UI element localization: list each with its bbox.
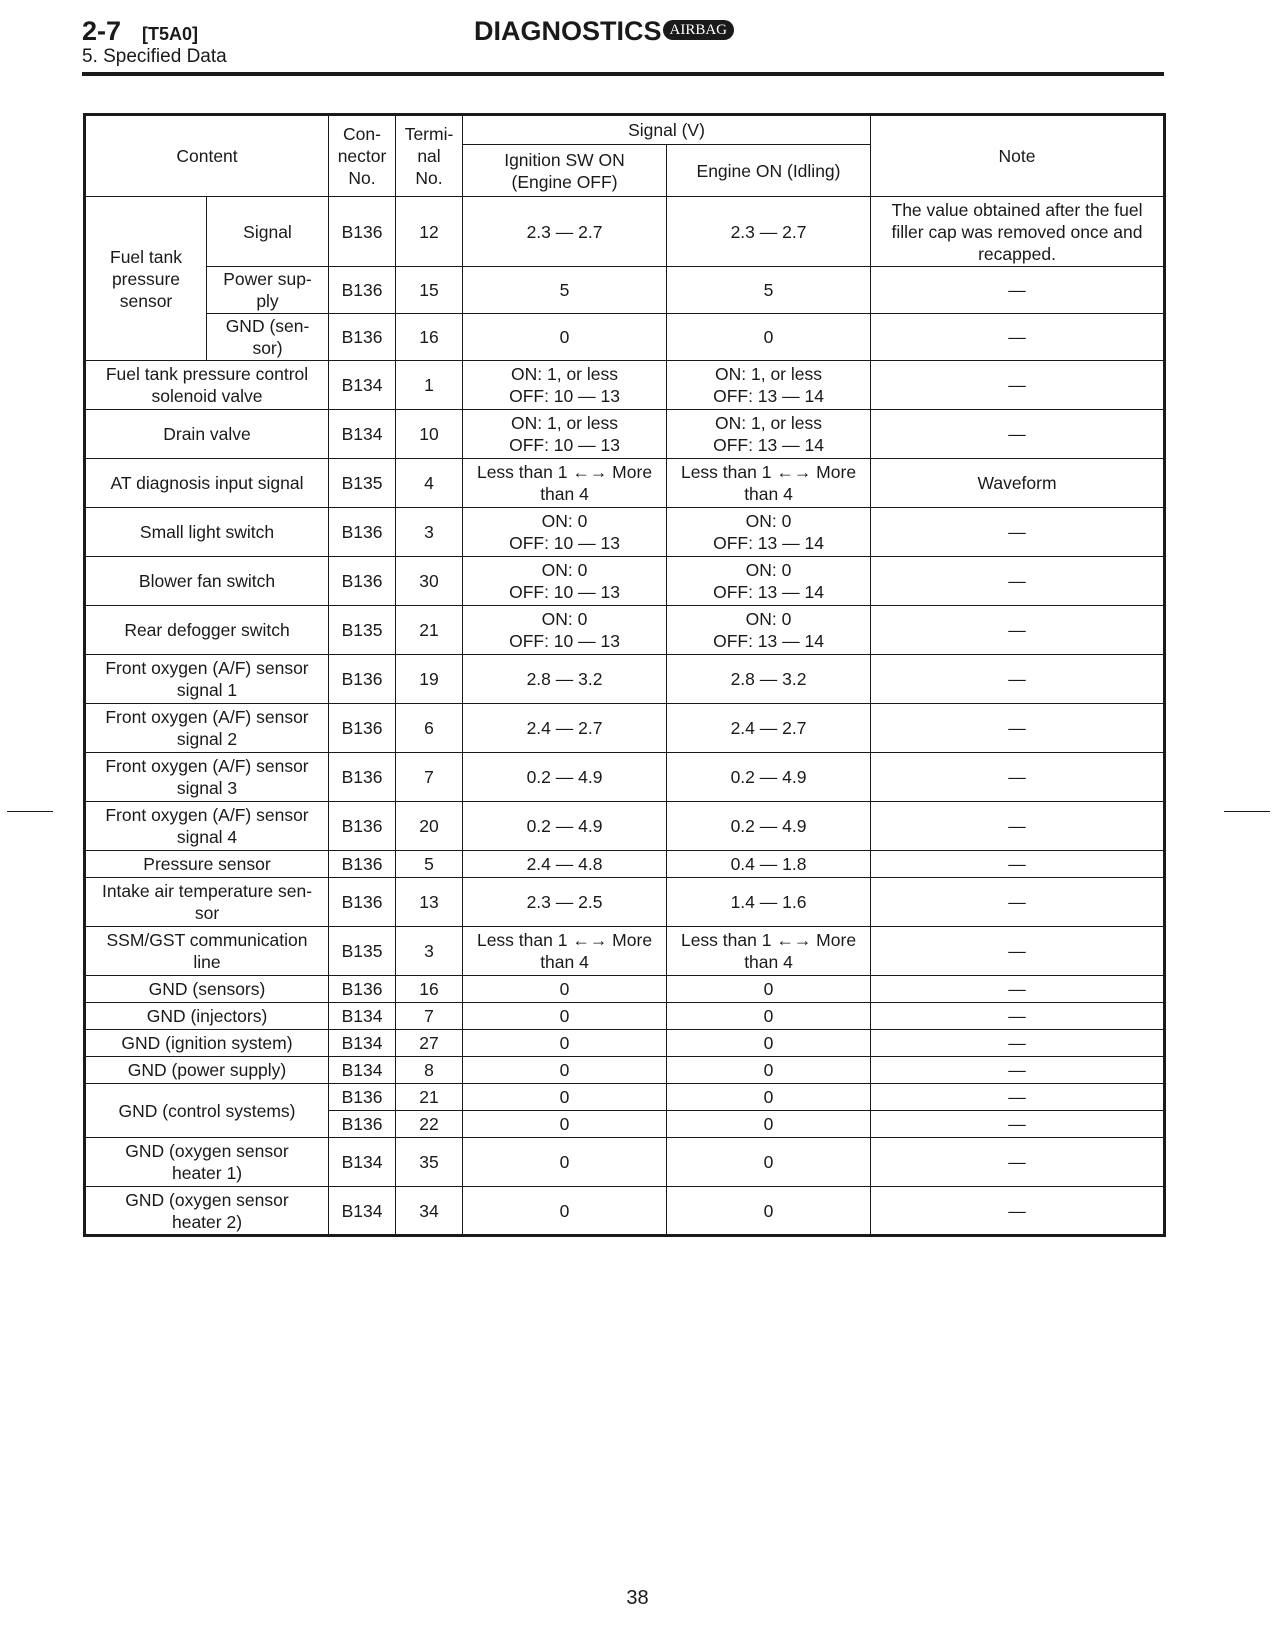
terminal-cell: 27 bbox=[396, 1030, 463, 1057]
terminal-cell: 21 bbox=[396, 606, 463, 655]
section-code: [T5A0] bbox=[142, 24, 199, 44]
ignition-signal-cell: 0 bbox=[463, 1138, 667, 1187]
content-cell: Intake air temperature sen- sor bbox=[85, 878, 329, 927]
engine-signal-cell: 0 bbox=[667, 1111, 871, 1138]
connector-cell: B136 bbox=[329, 878, 396, 927]
airbag-badge: AIRBAG bbox=[663, 20, 735, 40]
connector-cell: B136 bbox=[329, 753, 396, 802]
header-rule bbox=[82, 72, 1164, 76]
table-row bbox=[85, 459, 1165, 508]
ignition-signal-cell: 2.3 — 2.7 bbox=[463, 197, 667, 267]
content-cell: AT diagnosis input signal bbox=[85, 459, 329, 508]
note-cell: — bbox=[871, 1187, 1165, 1236]
engine-signal-cell: 0.2 — 4.9 bbox=[667, 802, 871, 851]
engine-signal-cell: 0 bbox=[667, 1057, 871, 1084]
section-number: 2-7 bbox=[82, 16, 122, 46]
note-cell: — bbox=[871, 1084, 1165, 1111]
engine-signal-cell: 0.2 — 4.9 bbox=[667, 753, 871, 802]
page-title: DIAGNOSTICS bbox=[474, 16, 662, 46]
content-cell: Front oxygen (A/F) sensor signal 2 bbox=[85, 704, 329, 753]
engine-signal-cell: 1.4 — 1.6 bbox=[667, 878, 871, 927]
engine-signal-cell: 5 bbox=[667, 267, 871, 314]
connector-cell: B136 bbox=[329, 1084, 396, 1111]
table-row bbox=[85, 851, 1165, 878]
connector-cell: B136 bbox=[329, 851, 396, 878]
note-cell: — bbox=[871, 606, 1165, 655]
content-cell: GND (injectors) bbox=[85, 1003, 329, 1030]
ignition-signal-cell: ON: 0 OFF: 10 — 13 bbox=[463, 606, 667, 655]
col-header-engine: Engine ON (Idling) bbox=[667, 145, 871, 197]
engine-signal-cell: 0 bbox=[667, 1138, 871, 1187]
terminal-cell: 13 bbox=[396, 878, 463, 927]
ignition-signal-cell: 0 bbox=[463, 1187, 667, 1236]
table-row bbox=[85, 1138, 1165, 1187]
content-cell: GND (oxygen sensor heater 2) bbox=[85, 1187, 329, 1236]
content-cell: Rear defogger switch bbox=[85, 606, 329, 655]
note-cell: — bbox=[871, 802, 1165, 851]
left-margin-mark bbox=[7, 811, 53, 812]
engine-signal-cell: Less than 1 ←→ More than 4 bbox=[667, 459, 871, 508]
note-cell: — bbox=[871, 557, 1165, 606]
note-cell: — bbox=[871, 704, 1165, 753]
terminal-cell: 20 bbox=[396, 802, 463, 851]
connector-cell: B136 bbox=[329, 314, 396, 361]
sub-content-cell: Signal bbox=[207, 197, 329, 267]
sub-content-cell: Power sup- ply bbox=[207, 267, 329, 314]
terminal-cell: 15 bbox=[396, 267, 463, 314]
connector-cell: B135 bbox=[329, 927, 396, 976]
connector-cell: B134 bbox=[329, 1057, 396, 1084]
terminal-cell: 16 bbox=[396, 314, 463, 361]
specified-data-table bbox=[83, 113, 1166, 1237]
connector-cell: B136 bbox=[329, 508, 396, 557]
ignition-signal-cell: 0.2 — 4.9 bbox=[463, 753, 667, 802]
ignition-signal-cell: 5 bbox=[463, 267, 667, 314]
connector-cell: B136 bbox=[329, 976, 396, 1003]
terminal-cell: 4 bbox=[396, 459, 463, 508]
content-cell: Pressure sensor bbox=[85, 851, 329, 878]
ignition-signal-cell: 2.8 — 3.2 bbox=[463, 655, 667, 704]
note-cell: Waveform bbox=[871, 459, 1165, 508]
engine-signal-cell: 2.3 — 2.7 bbox=[667, 197, 871, 267]
terminal-cell: 8 bbox=[396, 1057, 463, 1084]
col-header-note: Note bbox=[871, 115, 1165, 197]
content-cell: GND (oxygen sensor heater 1) bbox=[85, 1138, 329, 1187]
terminal-cell: 19 bbox=[396, 655, 463, 704]
note-cell: — bbox=[871, 1003, 1165, 1030]
engine-signal-cell: ON: 1, or less OFF: 13 — 14 bbox=[667, 361, 871, 410]
engine-signal-cell: 2.8 — 3.2 bbox=[667, 655, 871, 704]
note-cell: — bbox=[871, 1030, 1165, 1057]
table-row bbox=[85, 410, 1165, 459]
table-head bbox=[85, 115, 1165, 197]
sub-content-cell: GND (sen- sor) bbox=[207, 314, 329, 361]
table-row bbox=[85, 704, 1165, 753]
terminal-cell: 22 bbox=[396, 1111, 463, 1138]
table-row bbox=[85, 1057, 1165, 1084]
connector-cell: B135 bbox=[329, 606, 396, 655]
note-cell: — bbox=[871, 655, 1165, 704]
page-number: 38 bbox=[626, 1587, 649, 1609]
ignition-signal-cell: 0 bbox=[463, 1111, 667, 1138]
ignition-signal-cell: 0 bbox=[463, 1084, 667, 1111]
terminal-cell: 30 bbox=[396, 557, 463, 606]
ignition-signal-cell: 0 bbox=[463, 976, 667, 1003]
engine-signal-cell: ON: 0 OFF: 13 — 14 bbox=[667, 508, 871, 557]
note-cell: — bbox=[871, 927, 1165, 976]
terminal-cell: 6 bbox=[396, 704, 463, 753]
connector-cell: B134 bbox=[329, 1187, 396, 1236]
table-row bbox=[85, 314, 1165, 361]
terminal-cell: 5 bbox=[396, 851, 463, 878]
note-cell: — bbox=[871, 508, 1165, 557]
table-row bbox=[85, 976, 1165, 1003]
note-cell: — bbox=[871, 314, 1165, 361]
note-cell: — bbox=[871, 878, 1165, 927]
terminal-cell: 35 bbox=[396, 1138, 463, 1187]
note-cell: — bbox=[871, 1057, 1165, 1084]
page-title-group bbox=[474, 16, 734, 47]
engine-signal-cell: ON: 0 OFF: 13 — 14 bbox=[667, 606, 871, 655]
terminal-cell: 16 bbox=[396, 976, 463, 1003]
group-label-fuel-tank-pressure-sensor: Fuel tank pressure sensor bbox=[85, 197, 207, 361]
ignition-signal-cell: ON: 0 OFF: 10 — 13 bbox=[463, 508, 667, 557]
ignition-signal-cell: ON: 1, or less OFF: 10 — 13 bbox=[463, 361, 667, 410]
note-cell: — bbox=[871, 1111, 1165, 1138]
terminal-cell: 10 bbox=[396, 410, 463, 459]
content-cell: GND (sensors) bbox=[85, 976, 329, 1003]
terminal-cell: 3 bbox=[396, 508, 463, 557]
engine-signal-cell: 0.4 — 1.8 bbox=[667, 851, 871, 878]
note-cell: — bbox=[871, 753, 1165, 802]
ignition-signal-cell: 0 bbox=[463, 1003, 667, 1030]
connector-cell: B136 bbox=[329, 704, 396, 753]
table-row bbox=[85, 197, 1165, 267]
connector-cell: B136 bbox=[329, 802, 396, 851]
ignition-signal-cell: Less than 1 ←→ More than 4 bbox=[463, 459, 667, 508]
table-row bbox=[85, 1003, 1165, 1030]
table-row bbox=[85, 802, 1165, 851]
ignition-signal-cell: 2.4 — 2.7 bbox=[463, 704, 667, 753]
connector-cell: B136 bbox=[329, 655, 396, 704]
table-row bbox=[85, 655, 1165, 704]
engine-signal-cell: 0 bbox=[667, 314, 871, 361]
note-cell: The value obtained after the fuel filler cap was removed once and recapped. bbox=[871, 197, 1165, 267]
table-row bbox=[85, 1187, 1165, 1236]
content-cell: Fuel tank pressure control solenoid valve bbox=[85, 361, 329, 410]
col-header-signal: Signal (V) bbox=[463, 115, 871, 145]
terminal-cell: 7 bbox=[396, 753, 463, 802]
ignition-signal-cell: 0 bbox=[463, 1057, 667, 1084]
table-row bbox=[85, 1084, 1165, 1111]
note-cell: — bbox=[871, 976, 1165, 1003]
note-cell: — bbox=[871, 410, 1165, 459]
terminal-cell: 1 bbox=[396, 361, 463, 410]
section-subtitle: 5. Specified Data bbox=[82, 46, 227, 67]
content-cell: Small light switch bbox=[85, 508, 329, 557]
note-cell: — bbox=[871, 267, 1165, 314]
content-cell: SSM/GST communication line bbox=[85, 927, 329, 976]
terminal-cell: 21 bbox=[396, 1084, 463, 1111]
content-cell: Front oxygen (A/F) sensor signal 4 bbox=[85, 802, 329, 851]
ignition-signal-cell: 2.4 — 4.8 bbox=[463, 851, 667, 878]
content-cell: Drain valve bbox=[85, 410, 329, 459]
terminal-cell: 12 bbox=[396, 197, 463, 267]
connector-cell: B134 bbox=[329, 1138, 396, 1187]
content-cell: Front oxygen (A/F) sensor signal 1 bbox=[85, 655, 329, 704]
right-margin-mark bbox=[1224, 811, 1270, 812]
connector-cell: B135 bbox=[329, 459, 396, 508]
col-header-content: Content bbox=[85, 115, 329, 197]
engine-signal-cell: 0 bbox=[667, 1030, 871, 1057]
table-row bbox=[85, 557, 1165, 606]
ignition-signal-cell: 0.2 — 4.9 bbox=[463, 802, 667, 851]
engine-signal-cell: ON: 0 OFF: 13 — 14 bbox=[667, 557, 871, 606]
table-row bbox=[85, 1030, 1165, 1057]
content-cell: GND (ignition system) bbox=[85, 1030, 329, 1057]
content-cell: GND (control systems) bbox=[85, 1084, 329, 1138]
note-cell: — bbox=[871, 1138, 1165, 1187]
note-cell: — bbox=[871, 361, 1165, 410]
connector-cell: B136 bbox=[329, 197, 396, 267]
connector-cell: B134 bbox=[329, 1030, 396, 1057]
table-row bbox=[85, 878, 1165, 927]
terminal-cell: 7 bbox=[396, 1003, 463, 1030]
ignition-signal-cell: 0 bbox=[463, 314, 667, 361]
note-cell: — bbox=[871, 851, 1165, 878]
table-row bbox=[85, 606, 1165, 655]
ignition-signal-cell: Less than 1 ←→ More than 4 bbox=[463, 927, 667, 976]
engine-signal-cell: 0 bbox=[667, 1084, 871, 1111]
page-header bbox=[82, 16, 1164, 76]
terminal-cell: 3 bbox=[396, 927, 463, 976]
connector-cell: B134 bbox=[329, 410, 396, 459]
engine-signal-cell: 0 bbox=[667, 976, 871, 1003]
ignition-signal-cell: 0 bbox=[463, 1030, 667, 1057]
terminal-cell: 34 bbox=[396, 1187, 463, 1236]
content-cell: Blower fan switch bbox=[85, 557, 329, 606]
table-row bbox=[85, 361, 1165, 410]
table-row bbox=[85, 267, 1165, 314]
table-row bbox=[85, 508, 1165, 557]
engine-signal-cell: 2.4 — 2.7 bbox=[667, 704, 871, 753]
col-header-terminal: Termi- nal No. bbox=[396, 115, 463, 197]
table-row bbox=[85, 753, 1165, 802]
engine-signal-cell: Less than 1 ←→ More than 4 bbox=[667, 927, 871, 976]
content-cell: Front oxygen (A/F) sensor signal 3 bbox=[85, 753, 329, 802]
table-row bbox=[85, 927, 1165, 976]
engine-signal-cell: ON: 1, or less OFF: 13 — 14 bbox=[667, 410, 871, 459]
connector-cell: B136 bbox=[329, 267, 396, 314]
engine-signal-cell: 0 bbox=[667, 1003, 871, 1030]
connector-cell: B134 bbox=[329, 1003, 396, 1030]
connector-cell: B136 bbox=[329, 1111, 396, 1138]
ignition-signal-cell: ON: 1, or less OFF: 10 — 13 bbox=[463, 410, 667, 459]
ignition-signal-cell: ON: 0 OFF: 10 — 13 bbox=[463, 557, 667, 606]
ignition-signal-cell: 2.3 — 2.5 bbox=[463, 878, 667, 927]
content-cell: GND (power supply) bbox=[85, 1057, 329, 1084]
connector-cell: B136 bbox=[329, 557, 396, 606]
engine-signal-cell: 0 bbox=[667, 1187, 871, 1236]
connector-cell: B134 bbox=[329, 361, 396, 410]
table-body bbox=[85, 197, 1165, 1236]
col-header-connector: Con- nector No. bbox=[329, 115, 396, 197]
col-header-ignition: Ignition SW ON (Engine OFF) bbox=[463, 145, 667, 197]
